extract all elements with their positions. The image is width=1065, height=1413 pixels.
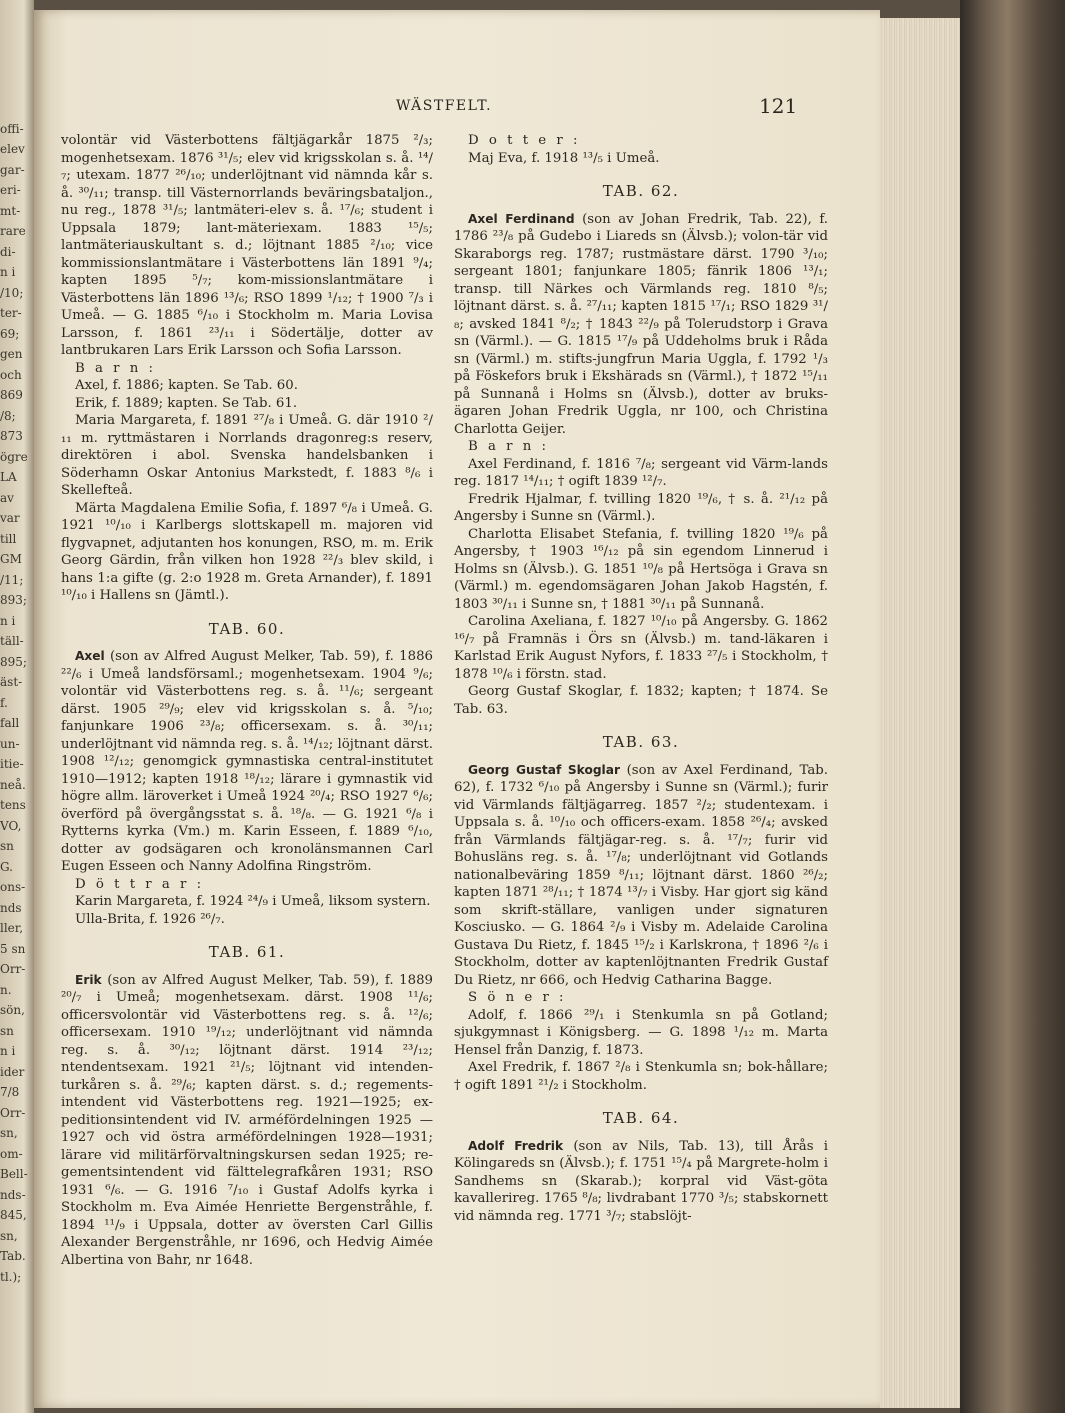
margin-fragment: nds xyxy=(0,900,22,915)
tab-heading: TAB. 61. xyxy=(208,943,286,961)
margin-fragment: VO, xyxy=(0,818,22,833)
margin-fragment: eri- xyxy=(0,183,21,198)
section-label: S ö n e r : xyxy=(468,990,567,1005)
margin-fragment: gen xyxy=(0,347,23,362)
margin-fragment: 7/8 xyxy=(0,1085,20,1100)
margin-fragment: GM xyxy=(0,552,22,567)
tab-entry xyxy=(454,211,828,439)
child-entry: Adolf, f. 1866 ²⁹/₁ i Stenkumla sn på Gotland; sjukgymnast i Königsberg. — G. 1898 ¹/₁₂ m. Marta Hensel från Danzig, f. 1873. xyxy=(454,1007,828,1058)
margin-fragment: ons- xyxy=(0,880,26,895)
page-edges xyxy=(880,18,960,1408)
page-header xyxy=(34,96,880,120)
margin-fragment: sn, xyxy=(0,1228,18,1243)
margin-fragment: nds- xyxy=(0,1187,26,1202)
margin-fragment: tl.); xyxy=(0,1269,22,1284)
child-entry: Carolina Axeliana, f. 1827 ¹⁰/₁₀ på Angersby. G. 1862 ¹⁶/₇ på Framnäs i Örs sn (Älvsb.) m. tand-läkaren i Karlstad Erik August Nyfors, f. 1833 ²⁷/₅ i Stockholm, † 1878 ¹⁰/₆ i förstn. stad. xyxy=(454,614,828,682)
margin-fragment: täll- xyxy=(0,634,24,649)
paragraph: volontär vid Västerbottens fältjägarkår 1875 ²/₃; mogenhetsexam. 1876 ³¹/₅; elev vid krigsskolan s. å. ¹⁴/₇; utexam. 1877 ²⁶/₁₀; underlöjtnant vid nämnda kår s. å. ³⁰/₁₁; transp. till Västernorrlands beväringsbataljon., nu reg., 1878 ³¹/₅; lantmäteri-elev s. å. ¹⁷/₆; student i Uppsala 1879; lant-mäteriexam. 1883 ¹⁵/₅; lantmäteriauskultant s. d.; löjtnant 1885 ²/₁₀; vice kommissionslantmätare i Västerbottens län 1891 ⁹/₄; kapten 1895 ⁵/₇; kom-missionslantmätare i Västerbottens län 1896 ¹³/₆; RSO 1899 ¹/₁₂; † 1900 ⁷/₃ i Umeå. — G. 1885 ⁶/₁₀ i Stockholm m. Maria Lovisa Larsson, f. 1861 ²³/₁₁ i Södertälje, dotter av lantbrukaren Lars Erik Larsson och Sofia Larsson. xyxy=(61,133,433,358)
person-name: Axel xyxy=(75,649,105,663)
margin-fragment: om- xyxy=(0,1146,23,1161)
child-entry: Märta Magdalena Emilie Sofia, f. 1897 ⁶/₈ i Umeå. G. 1921 ¹⁰/₁₀ i Karlbergs slottskapell m. majoren vid flygvapnet, adjutanten hos konungen, RSO, m. m. Erik Georg Gärdin, från vilken hon 1928 ²²/₃ blev skild, i hans 1:a gifte (g. 2:o 1928 m. Greta Arnander), f. 1891 ¹⁰/₁₀ i Hallens sn (Jämtl.). xyxy=(61,500,433,603)
margin-fragment: 869 xyxy=(0,388,23,403)
left-column xyxy=(61,132,433,1269)
section-label: D o t t e r : xyxy=(468,133,581,148)
margin-fragment: 893; xyxy=(0,593,27,608)
margin-fragment: ider xyxy=(0,1064,25,1079)
child-entry: Georg Gustaf Skoglar, f. 1832; kapten; † 1874. Se Tab. 63. xyxy=(454,684,828,717)
child-entry: Fredrik Hjalmar, f. tvilling 1820 ¹⁹/₆, † s. å. ²¹/₁₂ på Angersby i Sunne sn (Värml.). xyxy=(454,491,828,524)
child-entry: Axel, f. 1886; kapten. Se Tab. 60. xyxy=(75,378,298,393)
margin-fragment: di- xyxy=(0,244,16,259)
child-entry: Axel Fredrik, f. 1867 ²/₈ i Stenkumla sn; bok-hållare; † ogift 1891 ²¹/₂ i Stockholm. xyxy=(454,1060,828,1093)
margin-fragment: sn xyxy=(0,1023,14,1038)
section-label: B a r n : xyxy=(468,439,550,454)
tab-heading: TAB. 64. xyxy=(602,1109,680,1127)
margin-fragment: offi- xyxy=(0,122,24,136)
tab-entry xyxy=(454,762,828,990)
child-entry: Erik, f. 1889; kapten. Se Tab. 61. xyxy=(75,395,298,411)
margin-fragment: Orr- xyxy=(0,1105,26,1120)
margin-fragment: ller, xyxy=(0,921,24,936)
page-number: 121 xyxy=(759,94,798,118)
margin-fragment: 845, xyxy=(0,1208,27,1223)
margin-fragment: /8; xyxy=(0,408,16,423)
child-entry: Charlotta Elisabet Stefania, f. tvilling 1820 ¹⁹/₆ på Angersby, † 1903 ¹⁶/₁₂ på sin egendom Linnerud i Holms sn (Älvsb.). G. 1851 ¹⁰/₈ på Hertsöga i Grava sn (Värml.) m. egendomsägaren Johan Jakob Hagstén, f. 1803 ³⁰/₁₁ i Sunne sn, † 1881 ³⁰/₁₁ på Sunnanå. xyxy=(454,526,828,612)
margin-fragment: Tab. xyxy=(0,1249,26,1264)
child-entry: Karin Margareta, f. 1924 ²⁴/₉ i Umeå, liksom systern. xyxy=(75,894,431,909)
person-name: Georg Gustaf Skoglar xyxy=(468,762,620,777)
entry-text: (son av Nils, Tab. 13), till Årås i Kölingareds sn (Älvsb.); f. 1751 ¹⁵/₄ på Margrete-holm i Sandhems sn (Skarab.); korpral vid Väst-göta kavallerireg. 1765 ⁸/₈; livdrabant 1770 ³/₅; stabskornett vid nämnda reg. 1771 ³/₇; stabslöjt- xyxy=(454,1138,828,1224)
entry-text: (son av Johan Fredrik, Tab. 22), f. 1786 ²³/₈ på Gudebo i Liareds sn (Älvsb.); volon-tär vid Skaraborgs reg. 1787; rustmästare därst. 1790 ³/₁₀; sergeant 1801; fanjunkare 1805; fänrik 1806 ¹³/₁; transp. till Närkes och Värmlands reg. 1810 ⁸/₅; löjtnant därst. s. å. ²⁷/₁₁; kapten 1815 ¹⁷/₁; RSO 1829 ³¹/₈; avsked 1841 ⁸/₂; † 1843 ²²/₉ på Tolerudstorp i Grava sn (Värml.). — G. 1815 ¹⁷/₉ på Uddeholms bruk i Råda sn (Värml.) m. stifts-jungfrun Maria Uggla, f. 1792 ¹/₃ på Föskefors bruk i Ekshärads sn (Värml.), † 1872 ¹⁵/₁₁ på Sunnanå i Holms sn (Älvsb.), dotter av bruks-ägaren Johan Fredrik Uggla, nr 100, och Christina Charlotta Geijer. xyxy=(454,211,828,437)
margin-fragment: gar- xyxy=(0,162,25,177)
margin-fragment: n i xyxy=(0,265,16,280)
margin-fragment: sn xyxy=(0,839,14,854)
margin-fragment: sön, xyxy=(0,1003,25,1018)
child-entry: Ulla-Brita, f. 1926 ²⁶/₇. xyxy=(75,911,225,927)
section-label: B a r n : xyxy=(75,360,157,376)
tab-heading: TAB. 63. xyxy=(602,733,680,751)
entry-text: (son av Axel Ferdinand, Tab. 62), f. 1732 ⁶/₁₀ på Angersby i Sunne sn (Värml.); furir vid Värmlands fältjägarreg. 1857 ²/₂; studentexam. i Uppsala s. å. ¹⁰/₁₀ och officers-exam. 1858 ²⁶/₄; avsked från Värmlands fältjägar-reg. s. å. ¹⁷/₇; furir vid Bohusläns reg. s. å. ¹⁷/₈; underlöjtnant vid Gotlands nationalbeväring 1859 ⁸/₁₁; löjtnant därst. 1860 ²⁶/₂; kapten 1871 ²⁸/₁₁; † 1874 ¹³/₇ i Visby. Har gjort sig känd som skrift-ställare, vanligen under signaturen Kosciusko. — G. 1864 ²/₉ i Visby m. Adelaide Carolina Gustava Du Rietz, f. 1845 ¹⁵/₂ i Karlskrona, † 1896 ²/₆ i Stockholm, dotter av kaptenlöjtnanten Fredrik Gustaf Du Rietz, nr 666, och Hedvig Catharina Bagge. xyxy=(454,762,828,988)
margin-fragment: ter- xyxy=(0,306,22,321)
margin-fragment: itie- xyxy=(0,757,24,772)
tab-heading: TAB. 60. xyxy=(208,619,286,638)
margin-fragment: elev xyxy=(0,142,25,157)
margin-fragment: /10; xyxy=(0,285,24,300)
child-entry: Maj Eva, f. 1918 ¹³/₅ i Umeå. xyxy=(468,150,660,166)
margin-fragment: mt- xyxy=(0,203,21,218)
margin-fragment: f. xyxy=(0,695,8,710)
margin-fragment: 895; xyxy=(0,654,27,669)
margin-fragment: Orr- xyxy=(0,962,26,977)
margin-fragment: n. xyxy=(0,982,12,997)
margin-fragment: ögre xyxy=(0,449,28,464)
margin-fragment: n i xyxy=(0,1044,16,1059)
margin-fragment: var xyxy=(0,511,20,526)
margin-fragment: av xyxy=(0,490,14,505)
margin-fragment: rare xyxy=(0,224,26,239)
section-label: D ö t t r a r : xyxy=(75,876,205,892)
margin-fragment: LA xyxy=(0,470,17,485)
entry-text: (son av Alfred August Melker, Tab. 59), f. 1886 ²²/₆ i Umeå landsförsaml.; mogenhetsexam. 1904 ⁹/₆; volontär vid Västerbottens reg. s. å. ¹¹/₆; sergeant därst. 1905 ²⁹/₉; elev vid krigsskolan s. å. ⁵/₁₀; fanjunkare 1906 ²³/₈; officersexam. s. å. ³⁰/₁₁; underlöjtnant vid nämnda reg. s. å. ¹⁴/₁₂; löjtnant därst. 1908 ¹²/₁₂; genomgick gymnastiska central-institutet 1910—1912; kapten 1918 ¹⁸/₁₂; lärare i gymnastik vid högre allm. läroverket i Umeå 1924 ²⁰/₄; RSO 1927 ⁶/₆; överförd på övergångsstat s. å. ¹⁸/₈. — G. 1921 ⁶/₈ i Rytterns kyrka (Vm.) m. Karin Esseen, f. 1889 ⁶/₁₀, dotter av godsägaren och kronolänsmannen Carl Eugen Esseen och Nanny Adolfina Ringström. xyxy=(61,649,433,874)
margin-fragment: neå. xyxy=(0,777,26,792)
book-page xyxy=(34,10,880,1408)
margin-fragment: tens xyxy=(0,798,26,813)
margin-fragment: sn, xyxy=(0,1126,18,1141)
person-name: Adolf Fredrik xyxy=(468,1138,564,1153)
margin-fragment: Bell- xyxy=(0,1167,28,1182)
margin-fragment: 5 sn xyxy=(0,941,26,956)
margin-fragment: 873 xyxy=(0,429,23,444)
tab-entry xyxy=(454,1138,828,1226)
margin-fragment: och xyxy=(0,367,22,382)
person-name: Axel Ferdinand xyxy=(468,211,575,226)
child-entry: Axel Ferdinand, f. 1816 ⁷/₈; sergeant vid Värm-lands reg. 1817 ¹⁴/₁₁; † ogift 1839 ¹²/₇. xyxy=(454,456,828,489)
margin-fragment: fall xyxy=(0,716,20,731)
margin-fragment: n i xyxy=(0,613,16,628)
margin-fragment: G. xyxy=(0,859,13,874)
previous-page-sliver xyxy=(0,0,34,1413)
tab-heading: TAB. 62. xyxy=(602,182,680,200)
margin-fragment: un- xyxy=(0,736,20,751)
margin-fragment: till xyxy=(0,531,17,546)
person-name: Erik xyxy=(75,972,102,987)
tab-entry xyxy=(61,648,433,876)
margin-fragment: /11; xyxy=(0,572,24,587)
right-column xyxy=(454,132,828,1225)
child-entry: Maria Margareta, f. 1891 ²⁷/₈ i Umeå. G. där 1910 ²/₁₁ m. ryttmästaren i Norrlands dragonreg:s reserv, direktören i abol. Svenska handelsbanken i Söderhamn Oskar Antonius Markstedt, f. 1883 ⁸/₆ i Skellefteå. xyxy=(61,413,433,498)
tab-entry xyxy=(61,972,433,1270)
running-head: WÄSTFELT. xyxy=(395,98,493,114)
entry-text: (son av Alfred August Melker, Tab. 59), f. 1889 ²⁰/₇ i Umeå; mogenhetsexam. därst. 1908 ¹¹/₆; officersvolontär vid Västerbottens reg. s. å. ¹²/₆; officersexam. 1910 ¹⁹/₁₂; underlöjtnant vid nämnda reg. s. å. ³⁰/₁₂; löjtnant därst. 1914 ²³/₁₂; ntendentsexam. 1921 ²¹/₅; löjtnant vid intenden-turkåren s. å. ²⁹/₆; kapten därst. s. d.; regements-intendent vid Västerbottens reg. 1921—1925; ex-peditionsintendent vid IV. arméfördelningen 1925 —1927 och vid östra arméfördelningen 1928—1931; lärare vid militärförvaltningskursen sedan 1925; re-gementsintendent vid fälttelegrafkåren 1931; RSO 1931 ⁶/₆. — G. 1916 ⁷/₁₀ i Gustaf Adolfs kyrka i Stockholm m. Eva Aimée Henriette Bergenstråhle, f. 1894 ¹¹/₉ i Uppsala, dotter av översten Carl Gillis Alexander Bergenstråhle, nr 1696, och Hedvig Aimée Albertina von Bahr, nr 1648. xyxy=(61,972,433,1268)
margin-fragment: äst- xyxy=(0,675,23,690)
book-cover xyxy=(960,0,1065,1413)
margin-fragment: 69; xyxy=(0,326,20,341)
